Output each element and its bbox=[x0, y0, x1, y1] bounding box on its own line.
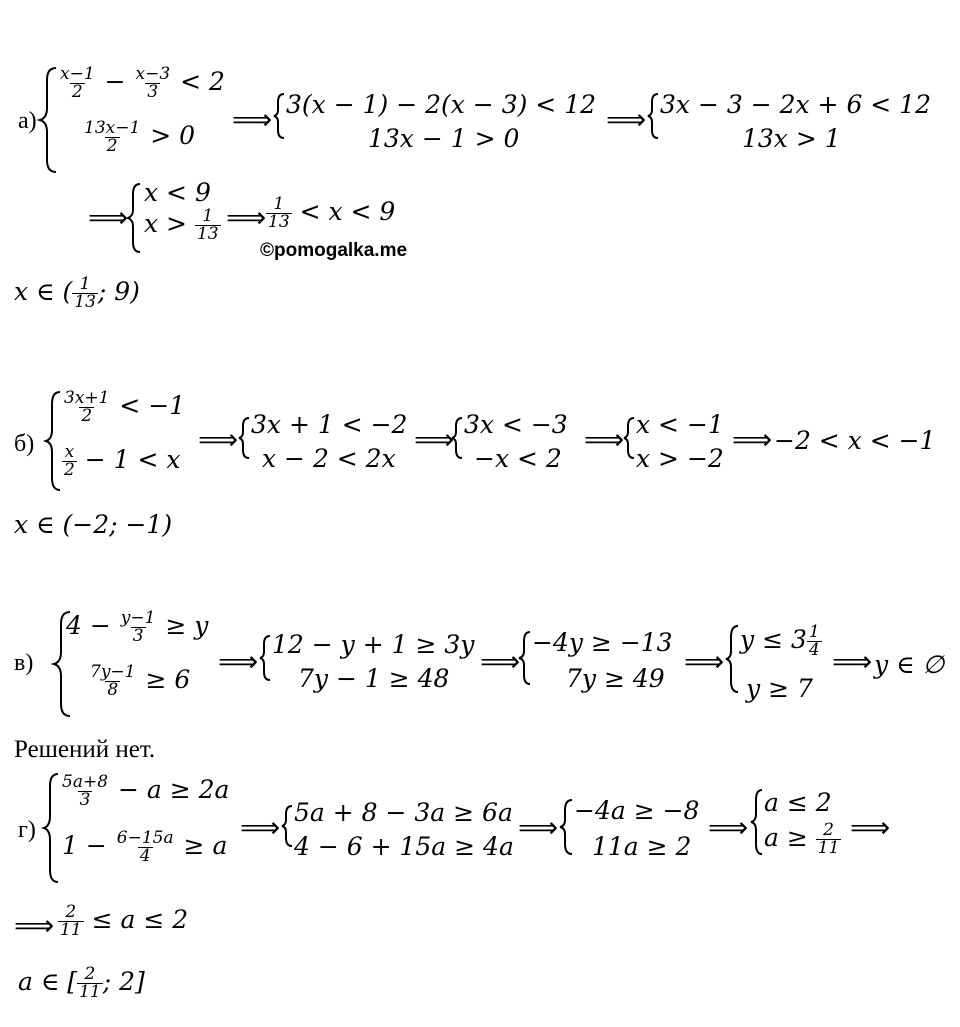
a-sys1-line1: $\frac{x-1}{2}$ − $\frac{x-3}{3}$ < 2 bbox=[60, 64, 225, 102]
label-b: б) bbox=[14, 431, 35, 457]
a-sys3-line1: 3x − 3 − 2x + 6 < 12 bbox=[660, 90, 931, 119]
brace-a4 bbox=[128, 184, 140, 252]
implies-v1: ⟹ bbox=[218, 645, 259, 678]
implies-g4: ⟹ bbox=[850, 811, 891, 844]
v-answer: Решений нет. bbox=[14, 736, 156, 763]
implies-g2: ⟹ bbox=[518, 811, 559, 844]
v-sys2-line2: 7y − 1 ≥ 48 bbox=[298, 664, 450, 693]
brace-g3 bbox=[560, 800, 572, 854]
brace-v4 bbox=[726, 626, 738, 692]
b-sys4-line1: x < −1 bbox=[636, 410, 724, 439]
brace-g1 bbox=[44, 774, 58, 882]
brace-v3 bbox=[519, 632, 530, 684]
v-sys4-line2: y ≥ 7 bbox=[746, 674, 813, 703]
g-sys1-line1: $\frac{5a+8}{3}$ − a ≥ 2a bbox=[62, 772, 230, 810]
label-v: в) bbox=[14, 650, 34, 676]
v-sys2-line1: 12 − y + 1 ≥ 3y bbox=[272, 630, 475, 659]
implies-g1: ⟹ bbox=[240, 811, 281, 844]
g-sys2-line1: 5a + 8 − 3a ≥ 6a bbox=[294, 798, 513, 827]
brace-g2 bbox=[282, 806, 292, 846]
g-result: $\frac{2}{11}$ ≤ a ≤ 2 bbox=[60, 902, 189, 940]
label-g: г) bbox=[18, 817, 36, 843]
brace-a1 bbox=[40, 68, 56, 172]
b-sys3-line2: −x < 2 bbox=[474, 444, 562, 473]
brace-b1 bbox=[46, 392, 60, 490]
b-answer: x ∈ (−2; −1) bbox=[14, 510, 173, 539]
implies-a2: ⟹ bbox=[606, 103, 647, 136]
b-sys1-line1: $\frac{3x+1}{2}$ < −1 bbox=[64, 388, 186, 426]
brace-v2 bbox=[260, 636, 270, 680]
g-sys1-line2: 1 − $\frac{6-15a}{4}$ ≥ a bbox=[62, 828, 228, 866]
g-sys3-line1: −4a ≥ −8 bbox=[574, 796, 700, 825]
a-sys3-line2: 13x > 1 bbox=[742, 124, 841, 153]
v-sys3-line2: 7y ≥ 49 bbox=[566, 664, 665, 693]
g-sys4-line2: a ≥ $\frac{2}{11}$ bbox=[764, 820, 840, 858]
a-sys4-line2: x > $\frac{1}{13}$ bbox=[144, 206, 219, 244]
v-sys4-line1: y ≤ 3 $\frac{1}{4}$ bbox=[740, 622, 820, 660]
b-sys2-line2: x − 2 < 2x bbox=[262, 444, 396, 473]
implies-a3: ⟹ bbox=[88, 201, 129, 234]
v-result: y ∈ ∅ bbox=[874, 650, 945, 679]
a-sys2-line1: 3(x − 1) − 2(x − 3) < 12 bbox=[286, 90, 597, 119]
implies-b4: ⟹ bbox=[732, 423, 773, 456]
implies-g5: ⟹ bbox=[14, 909, 55, 942]
v-sys1-line2: $\frac{7y-1}{8}$ ≥ 6 bbox=[90, 662, 191, 700]
implies-b1: ⟹ bbox=[198, 423, 239, 456]
implies-a4: ⟹ bbox=[226, 201, 267, 234]
g-answer: a ∈ [ $\frac{2}{11}$ ; 2] bbox=[18, 964, 145, 1002]
implies-b2: ⟹ bbox=[414, 423, 455, 456]
g-sys3-line2: 11a ≥ 2 bbox=[592, 832, 692, 861]
brace-b2 bbox=[239, 418, 249, 458]
a-result: $\frac{1}{13}$ < x < 9 bbox=[268, 194, 396, 232]
watermark: ©pomogalka.me bbox=[260, 240, 408, 261]
a-sys4-line1: x < 9 bbox=[144, 178, 211, 207]
implies-b3: ⟹ bbox=[584, 423, 625, 456]
a-sys2-line2: 13x − 1 > 0 bbox=[368, 124, 520, 153]
implies-v4: ⟹ bbox=[832, 645, 873, 678]
implies-v2: ⟹ bbox=[480, 645, 521, 678]
b-sys3-line1: 3x < −3 bbox=[464, 410, 568, 439]
implies-g3: ⟹ bbox=[708, 811, 749, 844]
label-a: а) bbox=[18, 108, 37, 134]
b-sys4-line2: x > −2 bbox=[636, 444, 724, 473]
brace-g4 bbox=[751, 790, 762, 854]
b-sys2-line1: 3x + 1 < −2 bbox=[251, 410, 408, 439]
b-sys1-line2: $\frac{x}{2}$ − 1 < x bbox=[64, 442, 181, 480]
brace-a3 bbox=[648, 94, 658, 138]
v-sys3-line1: −4y ≥ −13 bbox=[532, 628, 673, 657]
brace-b4 bbox=[624, 418, 634, 458]
brace-a2 bbox=[274, 94, 284, 138]
g-sys4-line1: a ≤ 2 bbox=[764, 788, 832, 817]
g-sys2-line2: 4 − 6 + 15a ≥ 4a bbox=[294, 832, 514, 861]
a-answer: x ∈ ( $\frac{1}{13}$ ; 9) bbox=[14, 274, 140, 312]
b-result: −2 < x < −1 bbox=[774, 426, 936, 455]
v-sys1-line1: 4 − $\frac{y-1}{3}$ ≥ y bbox=[66, 608, 209, 646]
implies-v3: ⟹ bbox=[684, 645, 725, 678]
implies-a1: ⟹ bbox=[232, 103, 273, 136]
a-sys1-line2: $\frac{13x-1}{2}$ > 0 bbox=[84, 118, 196, 156]
